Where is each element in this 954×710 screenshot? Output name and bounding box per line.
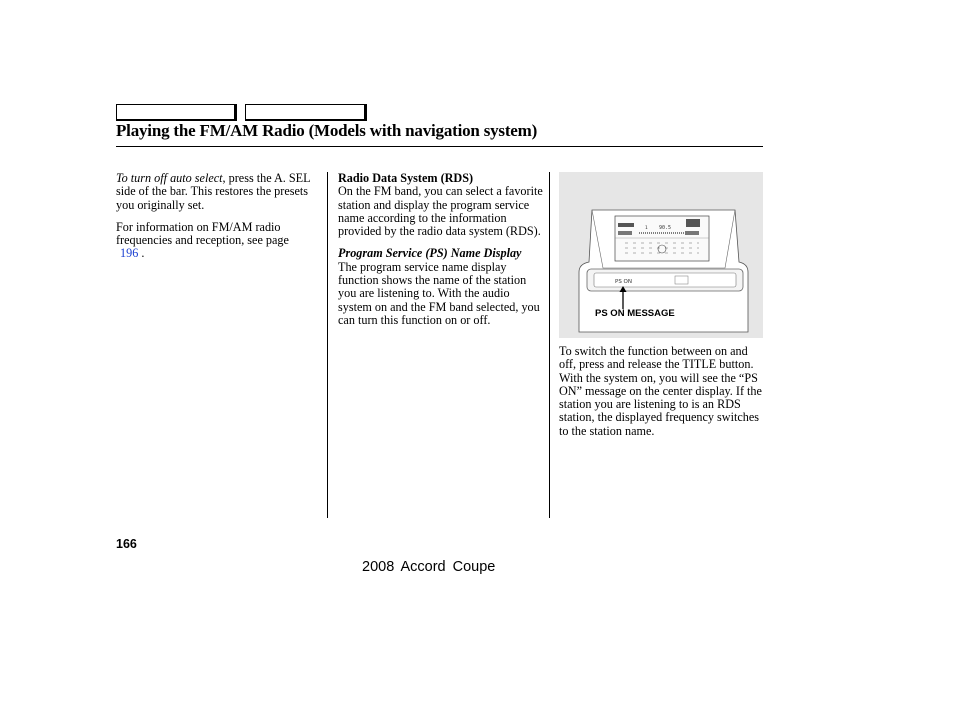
svg-text:90.5: 90.5 (659, 225, 672, 231)
column-divider-right (549, 172, 550, 518)
ps-subheading: Program Service (PS) Name Display (338, 246, 522, 261)
column-divider-left (327, 172, 328, 518)
svg-text:1: 1 (645, 226, 648, 231)
page-title: Playing the FM/AM Radio (Models with navigation system) (116, 121, 538, 140)
nav-tab-box-right[interactable] (245, 104, 367, 121)
auto-select-text: , press the A. SEL side of the bar. This restores the presets you originally set. (116, 171, 311, 212)
text-column-right (559, 345, 765, 447)
radio-display-figure (559, 172, 763, 338)
ps-on-message-label: PS ON MESSAGE (595, 308, 675, 319)
title-divider (116, 146, 763, 147)
auto-select-label: To turn off auto select (116, 171, 223, 185)
reception-text: For information on FM/AM radio frequencies and reception, see page (116, 219, 289, 248)
rds-text: On the FM band, you can select a favorite station and display the program service name according to the information provided by the radio data system (RDS). (338, 184, 543, 239)
ps-text: The program service name display function shows the name of the station you are listening to. With the audio system on and the FM band selected, you can turn this function on or off. (338, 259, 540, 327)
nav-tab-box-left[interactable] (116, 104, 237, 121)
reception-paragraph (116, 221, 322, 261)
ps-on-display-text: PS ON (615, 279, 632, 285)
text-column-left (116, 172, 322, 270)
rds-paragraph (338, 172, 543, 238)
auto-select-paragraph (116, 172, 322, 212)
reception-period: . (141, 246, 145, 261)
text-column-middle (338, 172, 543, 336)
footer-model-name: 2008 Accord Coupe (362, 559, 496, 575)
ps-paragraph (338, 247, 543, 327)
page-196-link[interactable]: 196 (120, 246, 139, 261)
page-number: 166 (116, 537, 137, 551)
title-button-paragraph: To switch the function between on and off, press and release the TITLE button. With the system on, you will see the “PS ON” message on the center display. If the station you are listening to is an RDS station, the displayed frequency switches to the station name. (559, 344, 762, 438)
rds-heading: Radio Data System (RDS) (338, 171, 474, 185)
